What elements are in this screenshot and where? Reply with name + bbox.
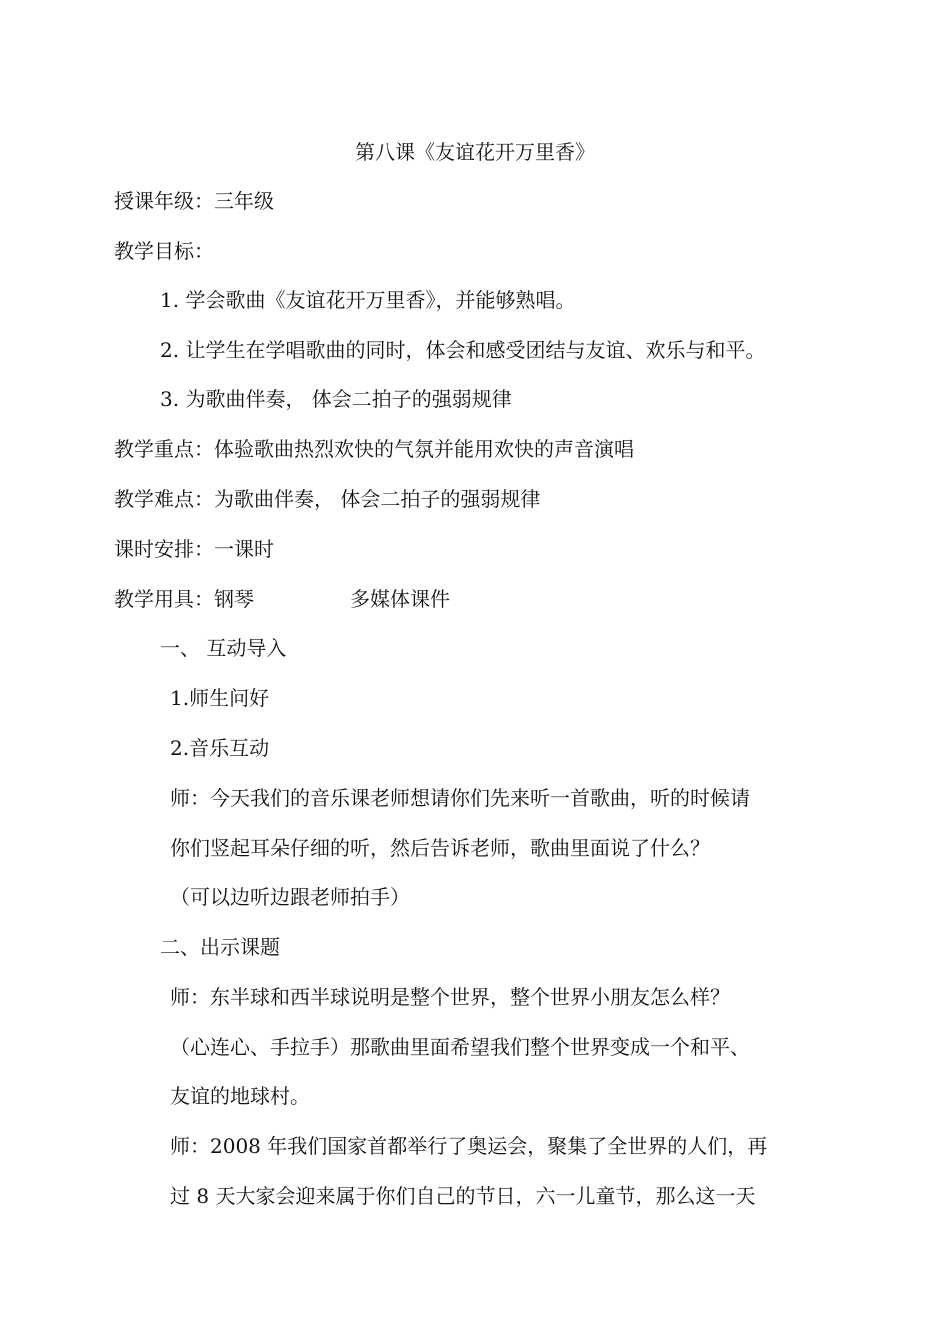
objectives-heading: 教学目标： (114, 239, 214, 263)
objective-item: 1. 学会歌曲《友谊花开万里香》，并能够熟唱。 (160, 288, 576, 312)
objective-item: 2. 让学生在学唱歌曲的同时，体会和感受团结与友谊、欢乐与和平。 (160, 338, 766, 362)
objective-item: 3. 为歌曲伴奏， 体会二拍子的强弱规律 (160, 387, 512, 411)
grade-line: 授课年级：三年级 (114, 189, 274, 213)
difficulty-line: 教学难点：为歌曲伴奏， 体会二拍子的强弱规律 (114, 487, 541, 511)
tools-extra: 多媒体课件 (350, 587, 450, 611)
paragraph-line: （心连心、手拉手）那歌曲里面希望我们整个世界变成一个和平、 (170, 1035, 750, 1059)
paragraph-line: 师：东半球和西半球说明是整个世界，整个世界小朋友怎么样？ (170, 985, 730, 1009)
tools-label: 教学用具：钢琴 (114, 587, 254, 611)
page-title: 第八课《友谊花开万里香》 (355, 140, 595, 164)
paragraph-line: 你们竖起耳朵仔细的听，然后告诉老师，歌曲里面说了什么？ (170, 836, 710, 860)
tools-line (114, 587, 450, 611)
paragraph-line: 过 8 天大家会迎来属于你们自己的节日，六一儿童节，那么这一天 (170, 1184, 756, 1208)
step-line: 2.音乐互动 (170, 736, 270, 760)
note-line: （可以边听边跟老师拍手） (170, 885, 410, 909)
key-point-line: 教学重点：体验歌曲热烈欢快的气氛并能用欢快的声音演唱 (114, 437, 634, 461)
section-heading: 一、 互动导入 (160, 636, 287, 660)
step-line: 1.师生问好 (170, 686, 270, 710)
paragraph-line: 友谊的地球村。 (170, 1084, 310, 1108)
paragraph-line: 师：2008 年我们国家首都举行了奥运会，聚集了全世界的人们，再 (170, 1134, 768, 1158)
section-heading: 二、出示课题 (160, 935, 280, 959)
paragraph-line: 师：今天我们的音乐课老师想请你们先来听一首歌曲，听的时候请 (170, 786, 750, 810)
schedule-line: 课时安排：一课时 (114, 537, 274, 561)
